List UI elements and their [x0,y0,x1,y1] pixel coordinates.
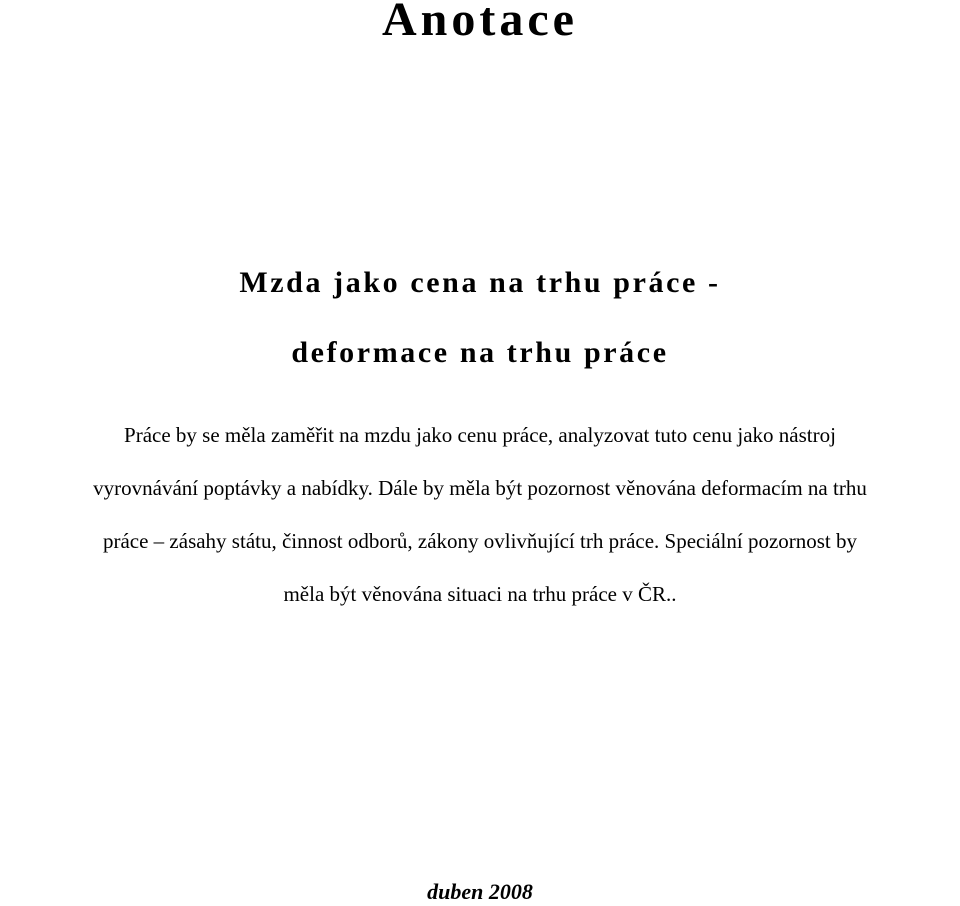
abstract-line-1: Práce by se měla zaměřit na mzdu jako cenu práce, analyzovat tuto cenu jako nástroj [124,423,836,447]
abstract-line-2: vyrovnávání poptávky a nabídky. Dále by měla být pozornost věnována deformacím na trhu [93,476,867,500]
abstract-line-4: měla být věnována situaci na trhu práce v ČR.. [283,582,677,606]
abstract-paragraph [0,420,960,632]
abstract-line-3: práce – zásahy státu, činnost odborů, zákony ovlivňující trh práce. Speciální pozornost by [102,529,858,553]
page-title: Anotace [382,0,578,46]
document-date: duben 2008 [427,879,533,904]
thesis-title-line-2: deformace na trhu práce [291,336,669,369]
thesis-title-line-1: Mzda jako cena na trhu práce - [239,266,721,299]
